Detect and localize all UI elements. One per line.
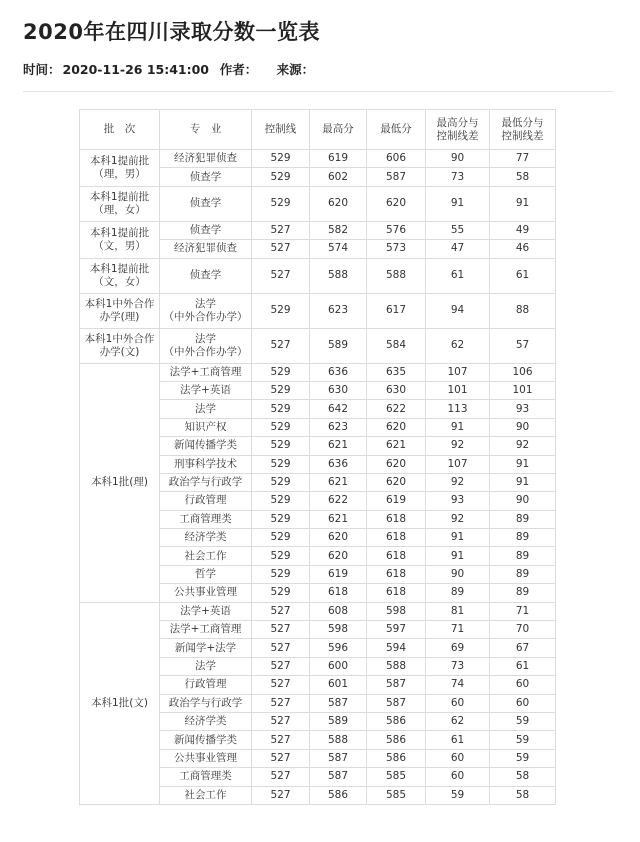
control-line-cell: 529 [252,400,310,418]
max-score-cell: 598 [310,621,367,639]
control-line-cell: 527 [252,639,310,657]
article-meta [23,60,316,78]
batch-cell: 本科1批(理) [80,363,160,602]
max-diff-cell: 91 [426,418,490,436]
max-diff-cell: 101 [426,381,490,399]
min-diff-cell: 91 [490,473,556,491]
major-cell: 行政管理 [160,492,252,510]
min-score-cell: 618 [367,510,426,528]
min-diff-cell: 93 [490,400,556,418]
table-row [80,186,556,221]
max-diff-cell: 62 [426,328,490,363]
min-score-cell: 606 [367,150,426,168]
max-score-cell: 587 [310,694,367,712]
major-cell: 法学 [160,657,252,675]
major-cell: 知识产权 [160,418,252,436]
publish-time: 2020-11-26 15:41:00 [62,62,210,77]
max-diff-cell: 107 [426,455,490,473]
min-diff-cell: 106 [490,363,556,381]
control-line-cell: 529 [252,473,310,491]
max-diff-cell: 62 [426,712,490,730]
max-score-cell: 630 [310,381,367,399]
max-score-cell: 587 [310,749,367,767]
max-score-cell: 623 [310,418,367,436]
min-score-cell: 594 [367,639,426,657]
min-score-cell: 618 [367,584,426,602]
major-cell: 侦查学 [160,221,252,239]
min-score-cell: 620 [367,455,426,473]
max-diff-cell: 73 [426,657,490,675]
min-score-cell: 586 [367,731,426,749]
max-diff-cell: 81 [426,602,490,620]
major-cell: 行政管理 [160,676,252,694]
control-line-cell: 527 [252,768,310,786]
table-row [80,150,556,168]
major-cell: 新闻传播学类 [160,437,252,455]
min-diff-cell: 49 [490,221,556,239]
major-cell: 经济学类 [160,529,252,547]
batch-cell: 本科1批(文) [80,602,160,804]
min-diff-cell: 60 [490,676,556,694]
min-score-cell: 587 [367,168,426,186]
min-score-cell: 620 [367,418,426,436]
min-diff-cell: 58 [490,768,556,786]
major-cell: 法学+英语 [160,602,252,620]
min-score-cell: 635 [367,363,426,381]
control-line-cell: 527 [252,240,310,258]
table-row [80,221,556,239]
column-header: 专 业 [160,110,252,150]
min-diff-cell: 92 [490,437,556,455]
source-label: 来源： [276,62,315,77]
max-score-cell: 586 [310,786,367,804]
min-score-cell: 598 [367,602,426,620]
max-score-cell: 621 [310,437,367,455]
control-line-cell: 527 [252,621,310,639]
min-score-cell: 620 [367,186,426,221]
table-row [80,293,556,328]
major-cell: 工商管理类 [160,768,252,786]
max-score-cell: 587 [310,768,367,786]
control-line-cell: 527 [252,221,310,239]
min-diff-cell: 71 [490,602,556,620]
min-diff-cell: 90 [490,492,556,510]
max-diff-cell: 60 [426,768,490,786]
min-score-cell: 588 [367,258,426,293]
max-score-cell: 602 [310,168,367,186]
max-score-cell: 642 [310,400,367,418]
max-diff-cell: 74 [426,676,490,694]
max-diff-cell: 55 [426,221,490,239]
max-diff-cell: 91 [426,547,490,565]
control-line-cell: 527 [252,328,310,363]
control-line-cell: 529 [252,418,310,436]
major-cell: 政治学与行政学 [160,694,252,712]
min-score-cell: 586 [367,749,426,767]
min-score-cell: 621 [367,437,426,455]
control-line-cell: 529 [252,455,310,473]
max-diff-cell: 91 [426,529,490,547]
min-score-cell: 617 [367,293,426,328]
max-score-cell: 620 [310,529,367,547]
control-line-cell: 529 [252,381,310,399]
min-score-cell: 630 [367,381,426,399]
max-score-cell: 621 [310,473,367,491]
min-diff-cell: 67 [490,639,556,657]
max-score-cell: 619 [310,565,367,583]
major-cell: 工商管理类 [160,510,252,528]
max-diff-cell: 59 [426,786,490,804]
major-cell: 社会工作 [160,786,252,804]
max-diff-cell: 92 [426,437,490,455]
min-diff-cell: 61 [490,657,556,675]
max-diff-cell: 61 [426,258,490,293]
column-header: 最高分 [310,110,367,150]
major-cell: 侦查学 [160,258,252,293]
max-score-cell: 621 [310,510,367,528]
max-score-cell: 574 [310,240,367,258]
min-diff-cell: 60 [490,694,556,712]
min-diff-cell: 59 [490,749,556,767]
min-score-cell: 586 [367,712,426,730]
max-diff-cell: 94 [426,293,490,328]
max-diff-cell: 91 [426,186,490,221]
divider [23,91,613,92]
max-score-cell: 582 [310,221,367,239]
table-row [80,258,556,293]
min-diff-cell: 70 [490,621,556,639]
min-diff-cell: 89 [490,510,556,528]
max-diff-cell: 92 [426,473,490,491]
max-score-cell: 623 [310,293,367,328]
max-score-cell: 589 [310,328,367,363]
max-diff-cell: 69 [426,639,490,657]
major-cell: 法学+工商管理 [160,363,252,381]
min-score-cell: 622 [367,400,426,418]
min-score-cell: 618 [367,565,426,583]
max-score-cell: 619 [310,150,367,168]
max-diff-cell: 61 [426,731,490,749]
min-diff-cell: 59 [490,731,556,749]
table-row [80,328,556,363]
min-diff-cell: 101 [490,381,556,399]
major-cell: 侦查学 [160,168,252,186]
max-score-cell: 588 [310,258,367,293]
min-score-cell: 585 [367,786,426,804]
column-header: 控制线 [252,110,310,150]
min-score-cell: 597 [367,621,426,639]
min-diff-cell: 59 [490,712,556,730]
batch-cell: 本科1提前批 （文，女） [80,258,160,293]
control-line-cell: 527 [252,258,310,293]
batch-cell: 本科1中外合作 办学(理) [80,293,160,328]
min-diff-cell: 58 [490,786,556,804]
min-diff-cell: 89 [490,565,556,583]
control-line-cell: 529 [252,293,310,328]
major-cell: 新闻学+法学 [160,639,252,657]
major-cell: 刑事科学技术 [160,455,252,473]
major-cell: 法学 （中外合作办学） [160,328,252,363]
max-diff-cell: 90 [426,150,490,168]
min-diff-cell: 91 [490,186,556,221]
column-header: 最高分与 控制线差 [426,110,490,150]
time-label: 时间： [23,62,61,77]
min-score-cell: 576 [367,221,426,239]
min-diff-cell: 46 [490,240,556,258]
admission-score-table [79,109,556,805]
batch-cell: 本科1提前批 （理，女） [80,186,160,221]
min-score-cell: 618 [367,547,426,565]
max-diff-cell: 93 [426,492,490,510]
major-cell: 法学+英语 [160,381,252,399]
major-cell: 侦查学 [160,186,252,221]
control-line-cell: 529 [252,510,310,528]
control-line-cell: 529 [252,150,310,168]
control-line-cell: 527 [252,712,310,730]
max-diff-cell: 71 [426,621,490,639]
max-score-cell: 601 [310,676,367,694]
major-cell: 新闻传播学类 [160,731,252,749]
min-diff-cell: 58 [490,168,556,186]
max-diff-cell: 73 [426,168,490,186]
major-cell: 经济犯罪侦查 [160,240,252,258]
control-line-cell: 527 [252,749,310,767]
major-cell: 公共事业管理 [160,749,252,767]
max-diff-cell: 89 [426,584,490,602]
column-header: 最低分与 控制线差 [490,110,556,150]
table-row [80,602,556,620]
author-label: 作者： [219,62,258,77]
batch-cell: 本科1提前批 （理，男） [80,150,160,187]
max-diff-cell: 60 [426,749,490,767]
min-score-cell: 573 [367,240,426,258]
major-cell: 哲学 [160,565,252,583]
max-score-cell: 608 [310,602,367,620]
control-line-cell: 527 [252,657,310,675]
max-score-cell: 588 [310,731,367,749]
max-score-cell: 636 [310,363,367,381]
batch-cell: 本科1中外合作 办学(文) [80,328,160,363]
table-header-row [80,110,556,150]
max-diff-cell: 92 [426,510,490,528]
max-diff-cell: 113 [426,400,490,418]
page-title: 2020年在四川录取分数一览表 [23,20,320,44]
control-line-cell: 529 [252,437,310,455]
column-header: 最低分 [367,110,426,150]
min-diff-cell: 89 [490,584,556,602]
control-line-cell: 527 [252,694,310,712]
min-diff-cell: 89 [490,529,556,547]
major-cell: 法学+工商管理 [160,621,252,639]
min-diff-cell: 57 [490,328,556,363]
min-score-cell: 584 [367,328,426,363]
control-line-cell: 527 [252,676,310,694]
control-line-cell: 529 [252,547,310,565]
major-cell: 经济学类 [160,712,252,730]
min-score-cell: 588 [367,657,426,675]
control-line-cell: 529 [252,168,310,186]
max-diff-cell: 90 [426,565,490,583]
control-line-cell: 529 [252,186,310,221]
batch-cell: 本科1提前批 （文，男） [80,221,160,258]
control-line-cell: 529 [252,529,310,547]
min-diff-cell: 77 [490,150,556,168]
max-score-cell: 620 [310,186,367,221]
min-diff-cell: 61 [490,258,556,293]
min-diff-cell: 88 [490,293,556,328]
max-score-cell: 618 [310,584,367,602]
control-line-cell: 529 [252,363,310,381]
control-line-cell: 529 [252,492,310,510]
min-score-cell: 620 [367,473,426,491]
major-cell: 法学 [160,400,252,418]
min-diff-cell: 91 [490,455,556,473]
min-diff-cell: 89 [490,547,556,565]
column-header: 批 次 [80,110,160,150]
min-score-cell: 585 [367,768,426,786]
major-cell: 公共事业管理 [160,584,252,602]
table-row [80,363,556,381]
min-score-cell: 619 [367,492,426,510]
max-diff-cell: 60 [426,694,490,712]
major-cell: 经济犯罪侦查 [160,150,252,168]
control-line-cell: 527 [252,786,310,804]
max-score-cell: 620 [310,547,367,565]
min-diff-cell: 90 [490,418,556,436]
max-score-cell: 600 [310,657,367,675]
max-diff-cell: 107 [426,363,490,381]
min-score-cell: 618 [367,529,426,547]
major-cell: 法学 （中外合作办学） [160,293,252,328]
max-score-cell: 636 [310,455,367,473]
major-cell: 社会工作 [160,547,252,565]
control-line-cell: 529 [252,584,310,602]
control-line-cell: 529 [252,565,310,583]
min-score-cell: 587 [367,676,426,694]
max-score-cell: 596 [310,639,367,657]
max-diff-cell: 47 [426,240,490,258]
min-score-cell: 587 [367,694,426,712]
control-line-cell: 527 [252,602,310,620]
major-cell: 政治学与行政学 [160,473,252,491]
control-line-cell: 527 [252,731,310,749]
max-score-cell: 622 [310,492,367,510]
max-score-cell: 589 [310,712,367,730]
